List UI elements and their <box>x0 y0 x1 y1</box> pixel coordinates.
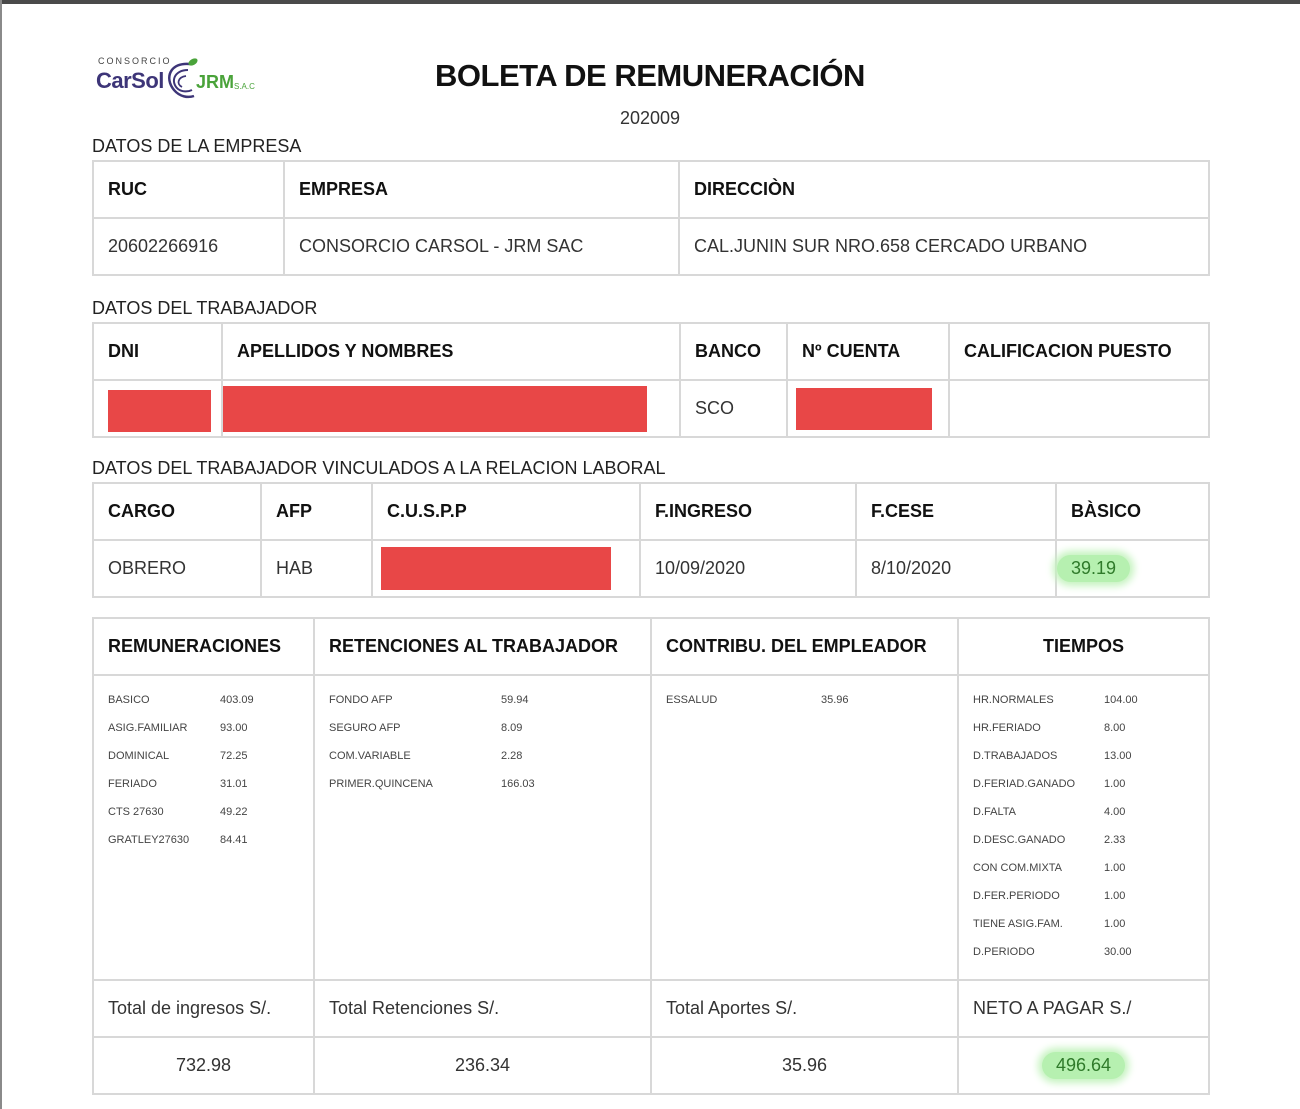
remuneraciones-concept: BASICO <box>108 694 150 706</box>
remuneraciones-amount: 49.22 <box>220 806 248 818</box>
laboral-fingreso: 10/09/2020 <box>640 540 856 597</box>
section-laboral-label: DATOS DEL TRABAJADOR VINCULADOS A LA RELACION LABORAL <box>92 458 666 478</box>
empresa-nombre: CONSORCIO CARSOL - JRM SAC <box>284 218 679 275</box>
retenciones-row <box>329 742 650 770</box>
logo-top-text: CONSORCIO <box>98 56 172 66</box>
remuneraciones-items <box>108 686 313 854</box>
retenciones-row <box>329 686 650 714</box>
tiempos-concept: D.TRABAJADOS <box>973 750 1058 762</box>
window-left-border <box>0 0 2 1109</box>
tiempos-concept: D.FALTA <box>973 806 1016 818</box>
tiempos-amount: 30.00 <box>1104 946 1132 958</box>
window-top-border <box>0 0 1300 4</box>
tiempos-concept: D.FER.PERIODO <box>973 890 1060 902</box>
tiempos-amount: 1.00 <box>1104 862 1126 874</box>
logo-suffix: S.A.C <box>234 82 255 91</box>
tiempos-row <box>973 798 1208 826</box>
total-retenciones-value: 236.34 <box>314 1037 651 1094</box>
redacted-cuenta <box>796 388 932 430</box>
logo-swirl-icon <box>160 56 200 102</box>
detalle-header-tiempos: TIEMPOS <box>958 618 1209 675</box>
retenciones-row <box>329 770 650 798</box>
retenciones-amount: 2.28 <box>501 750 523 762</box>
contribuciones-list <box>651 675 958 980</box>
tiempos-amount: 1.00 <box>1104 918 1126 930</box>
retenciones-amount: 8.09 <box>501 722 523 734</box>
remuneraciones-row <box>108 798 313 826</box>
contribuciones-amount: 35.96 <box>821 694 849 706</box>
total-ingresos-label: Total de ingresos S/. <box>93 980 314 1037</box>
remuneraciones-row <box>108 686 313 714</box>
logo-name-2: JRM <box>196 72 235 92</box>
retenciones-list <box>314 675 651 980</box>
document-period: 202009 <box>619 108 681 128</box>
tiempos-row <box>973 938 1208 966</box>
trabajador-header-cuenta: Nº CUENTA <box>787 323 949 380</box>
total-ingresos-value: 732.98 <box>93 1037 314 1094</box>
tiempos-amount: 104.00 <box>1104 694 1138 706</box>
empresa-header-direccion: DIRECCIÒN <box>679 161 1209 218</box>
logo-name-1: CarSol <box>96 68 164 93</box>
remuneraciones-row <box>108 742 313 770</box>
retenciones-concept: FONDO AFP <box>329 694 393 706</box>
tiempos-row <box>973 910 1208 938</box>
remuneraciones-amount: 84.41 <box>220 834 248 846</box>
tiempos-concept: HR.NORMALES <box>973 694 1054 706</box>
trabajador-header-banco: BANCO <box>680 323 787 380</box>
remuneraciones-row <box>108 826 313 854</box>
tiempos-items <box>973 686 1208 966</box>
remuneraciones-amount: 403.09 <box>220 694 254 706</box>
remuneraciones-concept: FERIADO <box>108 778 157 790</box>
remuneraciones-amount: 31.01 <box>220 778 248 790</box>
redacted-dni <box>108 390 211 432</box>
laboral-header-afp: AFP <box>261 483 372 540</box>
tiempos-row <box>973 826 1208 854</box>
tiempos-row <box>973 686 1208 714</box>
tiempos-row <box>973 882 1208 910</box>
remuneraciones-concept: ASIG.FAMILIAR <box>108 722 188 734</box>
trabajador-header-nombres: APELLIDOS Y NOMBRES <box>222 323 680 380</box>
detalle-header-contribuciones: CONTRIBU. DEL EMPLEADOR <box>651 618 958 675</box>
laboral-header-basico: BÀSICO <box>1056 483 1209 540</box>
tiempos-row <box>973 714 1208 742</box>
tiempos-concept: D.FERIAD.GANADO <box>973 778 1076 790</box>
section-trabajador-label: DATOS DEL TRABAJADOR <box>92 298 318 318</box>
laboral-afp: HAB <box>261 540 372 597</box>
document-title: BOLETA DE REMUNERACIÓN <box>435 58 865 93</box>
laboral-table <box>92 482 1210 598</box>
tiempos-concept: CON COM.MIXTA <box>973 862 1063 874</box>
retenciones-concept: COM.VARIABLE <box>329 750 411 762</box>
contribuciones-concept: ESSALUD <box>666 694 718 706</box>
retenciones-amount: 166.03 <box>501 778 535 790</box>
redacted-nombres <box>223 386 647 432</box>
tiempos-amount: 13.00 <box>1104 750 1132 762</box>
remuneraciones-amount: 72.25 <box>220 750 248 762</box>
contribuciones-items <box>666 686 957 714</box>
empresa-direccion: CAL.JUNIN SUR NRO.658 CERCADO URBANO <box>679 218 1209 275</box>
laboral-fcese: 8/10/2020 <box>856 540 1056 597</box>
tiempos-row <box>973 742 1208 770</box>
remuneraciones-concept: DOMINICAL <box>108 750 170 762</box>
laboral-basico-cell <box>1056 540 1209 597</box>
laboral-header-fcese: F.CESE <box>856 483 1056 540</box>
tiempos-row <box>973 770 1208 798</box>
tiempos-concept: HR.FERIADO <box>973 722 1041 734</box>
total-retenciones-label: Total Retenciones S/. <box>314 980 651 1037</box>
tiempos-amount: 4.00 <box>1104 806 1126 818</box>
retenciones-items <box>329 686 650 798</box>
tiempos-list <box>958 675 1209 980</box>
empresa-ruc: 20602266916 <box>93 218 284 275</box>
trabajador-header-calificacion: CALIFICACION PUESTO <box>949 323 1209 380</box>
detalle-table <box>92 617 1210 1095</box>
tiempos-amount: 1.00 <box>1104 890 1126 902</box>
trabajador-table <box>92 322 1210 438</box>
trabajador-dni <box>93 380 222 437</box>
empresa-header-ruc: RUC <box>93 161 284 218</box>
tiempos-concept: D.PERIODO <box>973 946 1035 958</box>
laboral-cargo: OBRERO <box>93 540 261 597</box>
retenciones-concept: SEGURO AFP <box>329 722 401 734</box>
retenciones-amount: 59.94 <box>501 694 529 706</box>
tiempos-amount: 1.00 <box>1104 778 1126 790</box>
laboral-header-fingreso: F.INGRESO <box>640 483 856 540</box>
redacted-cuspp <box>381 547 611 590</box>
remuneraciones-amount: 93.00 <box>220 722 248 734</box>
trabajador-cuenta <box>787 380 949 437</box>
trabajador-calificacion <box>949 380 1209 437</box>
section-empresa-label: DATOS DE LA EMPRESA <box>92 136 302 156</box>
tiempos-concept: TIENE ASIG.FAM. <box>973 918 1063 930</box>
detalle-header-retenciones: RETENCIONES AL TRABAJADOR <box>314 618 651 675</box>
laboral-cuspp <box>372 540 640 597</box>
remuneraciones-row <box>108 770 313 798</box>
neto-pagar-value: 496.64 <box>1042 1052 1125 1079</box>
laboral-header-cuspp: C.U.S.P.P <box>372 483 640 540</box>
neto-pagar-cell <box>958 1037 1209 1094</box>
detalle-header-remuneraciones: REMUNERACIONES <box>93 618 314 675</box>
retenciones-row <box>329 714 650 742</box>
trabajador-banco: SCO <box>680 380 787 437</box>
neto-pagar-label: NETO A PAGAR S./ <box>958 980 1209 1037</box>
tiempos-amount: 2.33 <box>1104 834 1126 846</box>
empresa-header-empresa: EMPRESA <box>284 161 679 218</box>
tiempos-amount: 8.00 <box>1104 722 1126 734</box>
remuneraciones-row <box>108 714 313 742</box>
trabajador-header-dni: DNI <box>93 323 222 380</box>
laboral-basico: 39.19 <box>1057 555 1130 582</box>
remuneraciones-list <box>93 675 314 980</box>
retenciones-concept: PRIMER.QUINCENA <box>329 778 433 790</box>
trabajador-nombres <box>222 380 680 437</box>
contribuciones-row <box>666 686 957 714</box>
total-aportes-value: 35.96 <box>651 1037 958 1094</box>
empresa-table <box>92 160 1210 276</box>
remuneraciones-concept: GRATLEY27630 <box>108 834 190 846</box>
tiempos-concept: D.DESC.GANADO <box>973 834 1066 846</box>
remuneraciones-concept: CTS 27630 <box>108 806 164 818</box>
company-logo <box>90 50 270 106</box>
total-aportes-label: Total Aportes S/. <box>651 980 958 1037</box>
tiempos-row <box>973 854 1208 882</box>
laboral-header-cargo: CARGO <box>93 483 261 540</box>
